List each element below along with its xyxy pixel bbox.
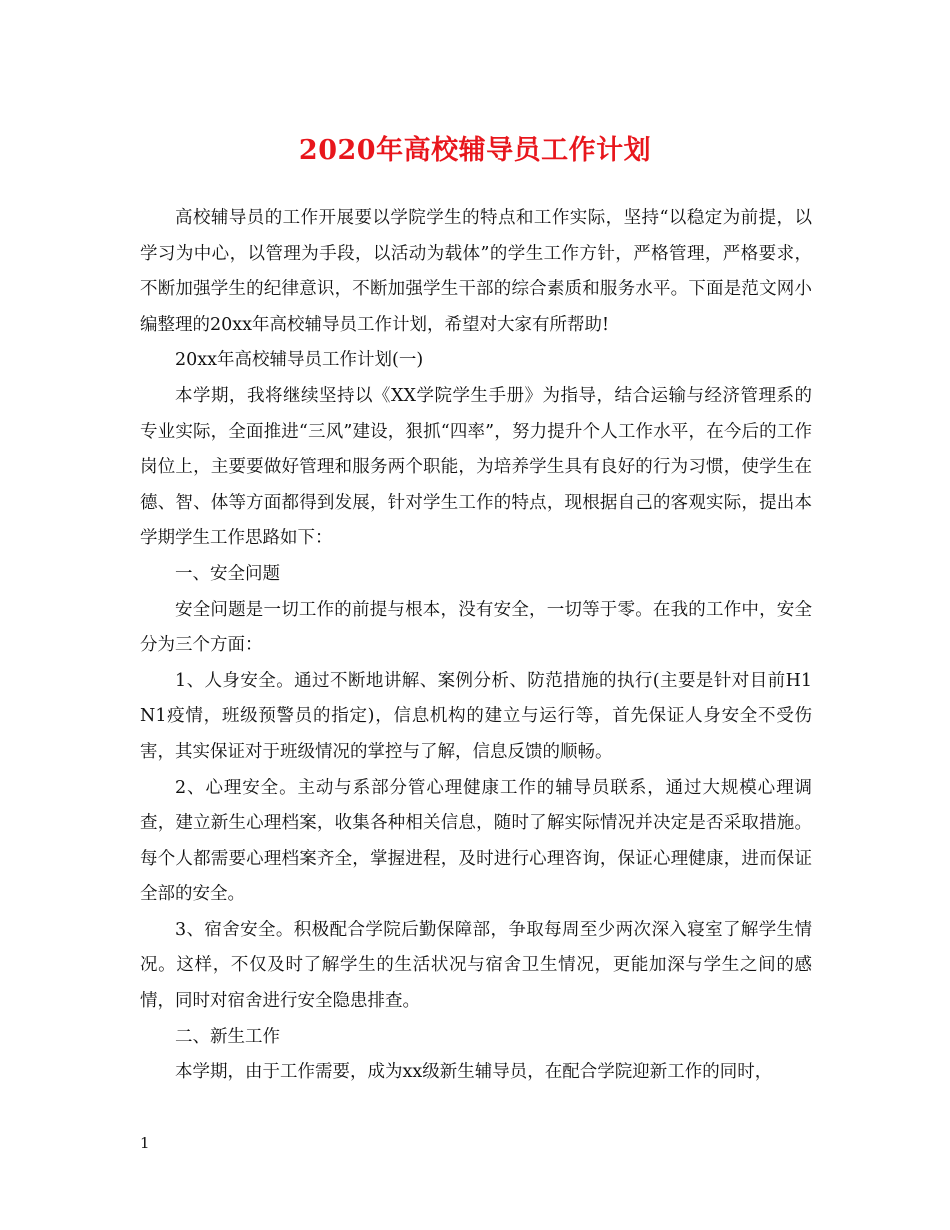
section-heading-freshman: 二、新生工作 [175,1026,280,1047]
paragraph-dorm-safety: 3、宿舍安全。积极配合学院后勤保障部，争取每周至少两次深入寝室了解学生情况。这样，不仅及时了解学生的生活状况与宿舍卫生情况，更能加深与学生之间的感情，同时对宿舍进行安全隐患排查。 [140,919,812,1012]
paragraph-personal-safety: 1、人身安全。通过不断地讲解、案例分析、防范措施的执行(主要是针对目前H1N1疫情，班级预警员的指定)，信息机构的建立与运行等，首先保证人身安全不受伤害，其实保证对于班级情况的掌控与了解，信息反馈的顺畅。 [140,670,812,762]
section-heading-safety: 一、安全问题 [175,563,280,584]
paragraph-safety-intro: 安全问题是一切工作的前提与根本，没有安全，一切等于零。在我的工作中，安全分为三个方面： [140,599,812,656]
document-title: 2020年高校辅导员工作计划 [298,135,652,166]
page-number: 1 [140,1134,150,1152]
paragraph-semester-plan: 本学期，我将继续坚持以《XX学院学生手册》为指导，结合运输与经济管理系的专业实际，全面推进“三风”建设，狠抓“四率”，努力提升个人工作水平，在今后的工作岗位上，主要要做好管理和服务两个职能，为培养学生具有良好的行为习惯，使学生在德、智、体等方面都得到发展，针对学生工作的特点，现根据自己的客观实际，提出本学期学生工作思路如下： [140,385,812,549]
paragraph-mental-safety: 2、心理安全。主动与系部分管心理健康工作的辅导员联系，通过大规模心理调查，建立新生心理档案，收集各种相关信息，随时了解实际情况并决定是否采取措施。每个人都需要心理档案齐全，掌握进程，及时进行心理咨询，保证心理健康，进而保证全部的安全。 [140,777,812,905]
document-body [140,201,812,1091]
paragraph-heading-plan-one: 20xx年高校辅导员工作计划(一) [175,350,424,371]
paragraph-freshman-work: 本学期，由于工作需要，成为xx级新生辅导员，在配合学院迎新工作的同时， [175,1062,773,1083]
paragraph-intro: 高校辅导员的工作开展要以学院学生的特点和工作实际，坚持“以稳定为前提，以学习为中心，以管理为手段，以活动为载体”的学生工作方针，严格管理，严格要求，不断加强学生的纪律意识，不断加强学生干部的综合素质和服务水平。下面是范文网小编整理的20xx年高校辅导员工作计划，希望对大家有所帮助! [140,208,812,335]
